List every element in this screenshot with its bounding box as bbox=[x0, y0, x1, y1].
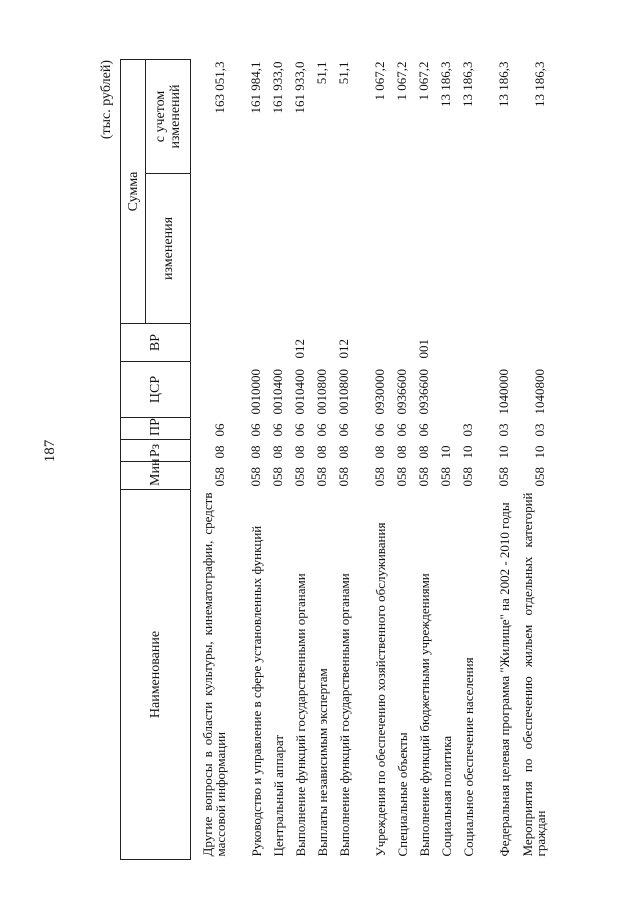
units-note: (тыс. рублей) bbox=[99, 60, 114, 140]
row-changes bbox=[191, 174, 228, 324]
row-vr bbox=[263, 324, 285, 362]
rotated-sheet bbox=[98, 60, 568, 860]
row-pr: 06 bbox=[394, 423, 409, 437]
table-row bbox=[263, 60, 285, 860]
row-total: 13 186,3 bbox=[460, 61, 475, 107]
row-vr: 012 bbox=[292, 339, 307, 359]
row-changes bbox=[431, 174, 453, 324]
row-name: Выплаты независимым экспертам bbox=[315, 668, 330, 857]
row-min: 058 bbox=[336, 467, 351, 487]
row-total: 161 933,0 bbox=[270, 61, 285, 114]
row-min: 058 bbox=[496, 467, 511, 487]
row-min: 058 bbox=[438, 467, 453, 487]
row-min: 058 bbox=[460, 467, 475, 487]
row-rz: 08 bbox=[212, 445, 227, 459]
row-vr bbox=[191, 324, 228, 362]
row-total: 163 051,3 bbox=[212, 61, 227, 114]
row-vr bbox=[453, 324, 475, 362]
table-row bbox=[431, 60, 453, 860]
row-min: 058 bbox=[532, 467, 547, 487]
row-changes bbox=[227, 174, 263, 324]
table-row bbox=[475, 60, 511, 860]
row-csr bbox=[453, 362, 475, 418]
row-changes bbox=[453, 174, 475, 324]
row-name: Выполнение функций государственными органами bbox=[337, 573, 352, 857]
row-name: Учреждения по обеспечению хозяйственного обслуживания bbox=[373, 522, 388, 857]
row-rz: 10 bbox=[438, 445, 453, 459]
row-name: Выполнение функций государственными органами bbox=[293, 573, 308, 857]
row-rz: 08 bbox=[336, 445, 351, 459]
row-csr bbox=[431, 362, 453, 418]
row-vr bbox=[307, 324, 329, 362]
row-total: 51,1 bbox=[336, 61, 351, 85]
row-total: 13 186,3 bbox=[438, 61, 453, 107]
row-csr: 0010800 bbox=[336, 369, 351, 415]
row-total: 1 067,2 bbox=[394, 61, 409, 101]
row-vr bbox=[511, 324, 547, 362]
row-changes bbox=[307, 174, 329, 324]
page-number: 187 bbox=[42, 439, 58, 463]
row-csr: 1040000 bbox=[496, 369, 511, 415]
header-with-changes: с учетом изменений bbox=[146, 60, 191, 174]
table-row bbox=[285, 60, 307, 860]
row-name: Социальная политика bbox=[439, 735, 454, 857]
table-row bbox=[307, 60, 329, 860]
row-rz: 10 bbox=[460, 445, 475, 459]
row-changes bbox=[263, 174, 285, 324]
row-csr: 0010400 bbox=[270, 369, 285, 415]
row-csr: 0010000 bbox=[248, 369, 263, 415]
row-changes bbox=[329, 174, 351, 324]
row-changes bbox=[387, 174, 409, 324]
header-sum: Сумма bbox=[121, 60, 146, 324]
header-csr: ЦСР bbox=[121, 362, 191, 418]
row-name: Другие вопросы в области культуры, кинематографии, средств массовой информации bbox=[200, 492, 228, 857]
row-rz: 08 bbox=[248, 445, 263, 459]
header-pr: ПР bbox=[121, 418, 191, 440]
row-vr bbox=[475, 324, 511, 362]
row-csr: 0010400 bbox=[292, 369, 307, 415]
row-pr: 06 bbox=[372, 423, 387, 437]
row-rz: 08 bbox=[292, 445, 307, 459]
row-min: 058 bbox=[394, 467, 409, 487]
header-name: Наименование bbox=[121, 490, 191, 860]
row-pr bbox=[431, 418, 453, 440]
row-name: Выполнение функций бюджетными учреждениями bbox=[417, 573, 432, 857]
header-min: Мин bbox=[121, 462, 191, 490]
row-rz: 10 bbox=[532, 445, 547, 459]
row-name: Мероприятия по обеспечению жильем отдельных категорий граждан bbox=[520, 492, 548, 857]
row-rz: 08 bbox=[372, 445, 387, 459]
row-rz: 08 bbox=[394, 445, 409, 459]
row-rz: 08 bbox=[270, 445, 285, 459]
row-vr bbox=[351, 324, 387, 362]
row-min: 058 bbox=[270, 467, 285, 487]
row-min: 058 bbox=[372, 467, 387, 487]
row-rz: 10 bbox=[496, 445, 511, 459]
row-pr: 03 bbox=[496, 423, 511, 437]
row-pr: 06 bbox=[336, 423, 351, 437]
row-vr bbox=[431, 324, 453, 362]
row-csr: 0010800 bbox=[314, 369, 329, 415]
row-vr: 001 bbox=[416, 339, 431, 359]
row-pr: 06 bbox=[212, 423, 227, 437]
row-total: 1 067,2 bbox=[416, 61, 431, 101]
header-vr: ВР bbox=[121, 324, 191, 362]
row-total: 13 186,3 bbox=[532, 61, 547, 107]
table-row bbox=[351, 60, 387, 860]
row-total: 1 067,2 bbox=[372, 61, 387, 101]
row-pr: 06 bbox=[248, 423, 263, 437]
row-min: 058 bbox=[212, 467, 227, 487]
row-rz: 08 bbox=[314, 445, 329, 459]
row-pr: 03 bbox=[460, 423, 475, 437]
table-row bbox=[409, 60, 431, 860]
row-changes bbox=[475, 174, 511, 324]
row-total: 51,1 bbox=[314, 61, 329, 85]
table-row bbox=[191, 60, 228, 860]
row-vr bbox=[387, 324, 409, 362]
row-total: 13 186,3 bbox=[496, 61, 511, 107]
table-body bbox=[191, 60, 548, 860]
table-row bbox=[387, 60, 409, 860]
row-changes bbox=[511, 174, 547, 324]
row-pr: 06 bbox=[314, 423, 329, 437]
header-rz: Рз bbox=[121, 440, 191, 462]
row-changes bbox=[285, 174, 307, 324]
row-name: Центральный аппарат bbox=[271, 734, 286, 857]
row-csr bbox=[191, 362, 228, 418]
row-changes bbox=[409, 174, 431, 324]
row-csr: 0930000 bbox=[372, 369, 387, 415]
table-row bbox=[329, 60, 351, 860]
row-csr: 0936600 bbox=[394, 369, 409, 415]
row-name: Социальное обеспечение населения bbox=[461, 657, 476, 857]
row-min: 058 bbox=[314, 467, 329, 487]
row-csr: 1040800 bbox=[532, 369, 547, 415]
table-row bbox=[511, 60, 547, 860]
row-name: Специальные объекты bbox=[395, 732, 410, 857]
row-rz: 08 bbox=[416, 445, 431, 459]
row-pr: 03 bbox=[532, 423, 547, 437]
table-row bbox=[453, 60, 475, 860]
row-name: Руководство и управление в сфере установленных функций bbox=[249, 525, 264, 857]
row-min: 058 bbox=[292, 467, 307, 487]
header-changes: изменения bbox=[146, 174, 191, 324]
row-changes bbox=[351, 174, 387, 324]
row-pr: 06 bbox=[270, 423, 285, 437]
row-total: 161 984,1 bbox=[248, 61, 263, 114]
row-name: Федеральная целевая программа "Жилище" на 2002 - 2010 годы bbox=[497, 502, 512, 857]
row-vr bbox=[227, 324, 263, 362]
row-total: 161 933,0 bbox=[292, 61, 307, 114]
table-row bbox=[227, 60, 263, 860]
row-min: 058 bbox=[248, 467, 263, 487]
budget-table bbox=[120, 59, 547, 860]
row-csr: 0936600 bbox=[416, 369, 431, 415]
row-min: 058 bbox=[416, 467, 431, 487]
row-pr: 06 bbox=[416, 423, 431, 437]
row-pr: 06 bbox=[292, 423, 307, 437]
row-vr: 012 bbox=[336, 339, 351, 359]
